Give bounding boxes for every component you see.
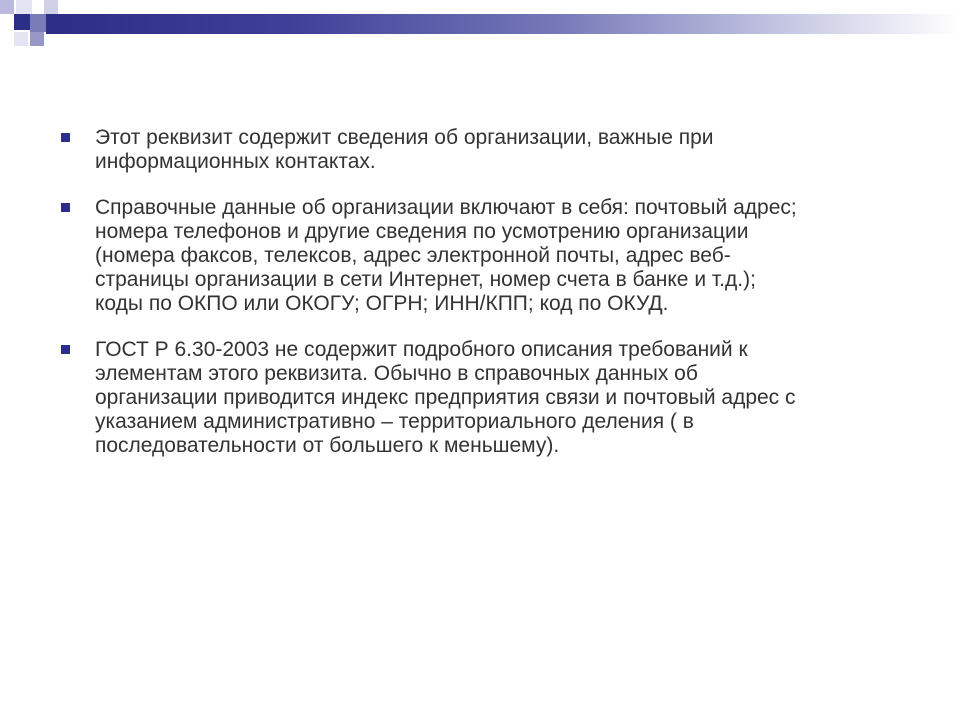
- decor-square: [14, 14, 30, 30]
- decor-square: [0, 0, 14, 14]
- bullet-list: [58, 126, 918, 480]
- header-gradient-bar: [62, 14, 960, 34]
- square-bullet-icon: [61, 203, 70, 212]
- bullet-item: [58, 126, 918, 174]
- bullet-text: ГОСТ Р 6.30-2003 не содержит подробного описания требований к элементам этого реквизита. Обычно в справочных данных об организации приводится индекс предприятия связи и почтовый адрес с указанием административно – территориального деления ( в последовательности от большего к меньшему).: [95, 338, 796, 457]
- square-bullet-icon: [61, 133, 70, 142]
- decor-square: [14, 32, 28, 46]
- decor-square: [30, 32, 44, 46]
- decor-square: [30, 14, 46, 32]
- decor-square: [44, 0, 58, 14]
- bullet-item: [58, 196, 918, 316]
- bullet-text: Этот реквизит содержит сведения об организации, важные при информационных контактах.: [95, 126, 714, 173]
- square-bullet-icon: [61, 345, 70, 354]
- bullet-text: Справочные данные об организации включают в себя: почтовый адрес; номера телефонов и другие сведения по усмотрению организации (номера факсов, телексов, адрес электронной почты, адрес веб- страницы организации в сети Интернет, номер счета в банке и т.д.); коды по ОКПО или ОКОГУ; ОГРН; ИНН/КПП; код по ОКУД.: [95, 196, 797, 315]
- decor-square: [46, 14, 62, 34]
- bullet-item: [58, 338, 918, 458]
